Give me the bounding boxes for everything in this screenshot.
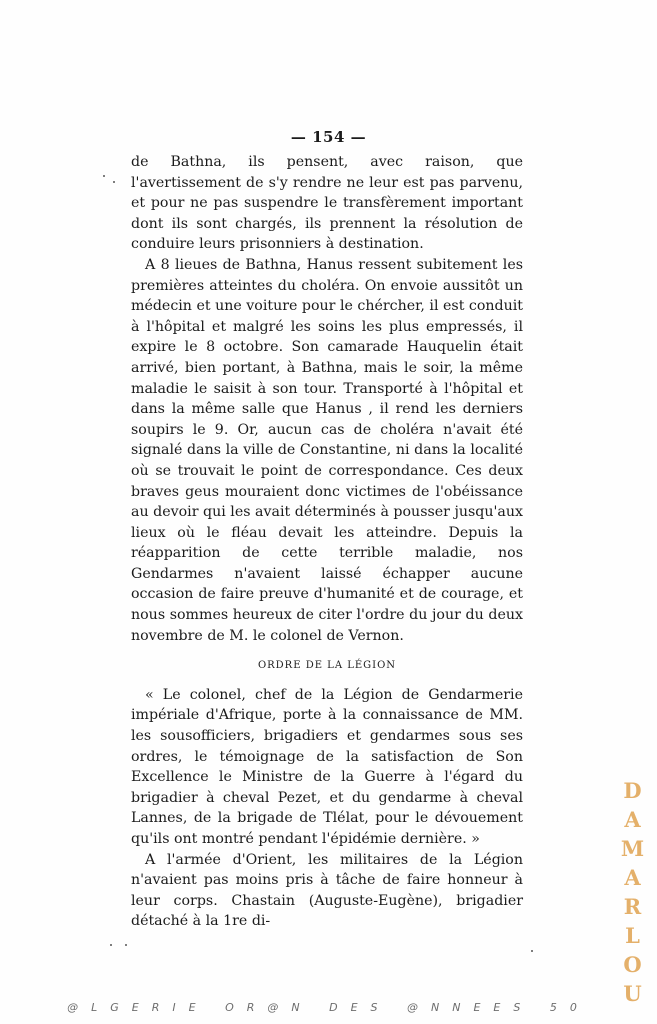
scan-speck <box>125 944 127 946</box>
paragraph: A l'armée d'Orient, les militaires de la Légion n'avaient pas moins pris à tâche de faire honneur à leur corps. Chastain (Auguste-Eugène), brigadier détaché à la 1re di- <box>131 851 523 930</box>
scan-speck <box>531 950 533 952</box>
scan-speck <box>113 181 115 183</box>
body-text <box>131 152 523 932</box>
footer-caption: @LGERIE OR@N DES @NNEES 50 <box>67 1001 590 1014</box>
scan-speck <box>110 944 112 946</box>
scan-speck <box>103 175 105 177</box>
paragraph: A 8 lieues de Bathna, Hanus ressent subitement les premières atteintes du choléra. On envoie aussitôt un médecin et une voiture pour le chércher, il est conduit à l'hôpital et malgré les soins les plus empressés, il expire le 8 octobre. Son camarade Hauquelin était arrivé, bien portant, à Bathna, mais le soir, la même maladie le saisit à son tour. Transporté à l'hôpital et dans la même salle que Hanus , il rend les derniers soupirs le 9. Or, aucun cas de choléra n'avait été signalé dans la ville de Constantine, ni dans la localité où se trouvait le point de correspondance. Ces deux braves geus mouraient donc victimes de l'obéissance au devoir qui les avait déterminés à pousser jusqu'aux lieux où le fléau devait les atteindre. Depuis la réapparition de cette terrible maladie, nos Gendarmes n'avaient laissé échapper aucune occasion de faire preuve d'humanité et de courage, et nous sommes heureux de citer l'ordre du jour du deux novembre de M. le colonel de Vernon. <box>131 256 523 644</box>
section-title: ORDRE DE LA LÉGION <box>257 660 397 672</box>
paragraph: de Bathna, ils pensent, avec raison, que l'avertissement de s'y rendre ne leur est pas parvenu, et pour ne pas suspendre le transfèrement important dont ils sont chargés, ils prennent la résolution de conduire leurs prisonniers à destination. <box>131 154 523 253</box>
watermark: DAMARLOU <box>620 778 645 1010</box>
page-number: — 154 — <box>290 128 367 146</box>
paragraph: « Le colonel, chef de la Légion de Gendarmerie impériale d'Afrique, porte à la connaissance de MM. les sousofficiers, brigadiers et gendarmes sous ses ordres, le témoignage de la satisfaction de Son Excellence le Ministre de la Guerre à l'égard du brigadier à cheval Pezet, et du gendarme à cheval Lannes, de la brigade de Tlélat, pour le dévouement qu'ils ont montré pendant l'épidémie dernière. » <box>131 686 523 847</box>
